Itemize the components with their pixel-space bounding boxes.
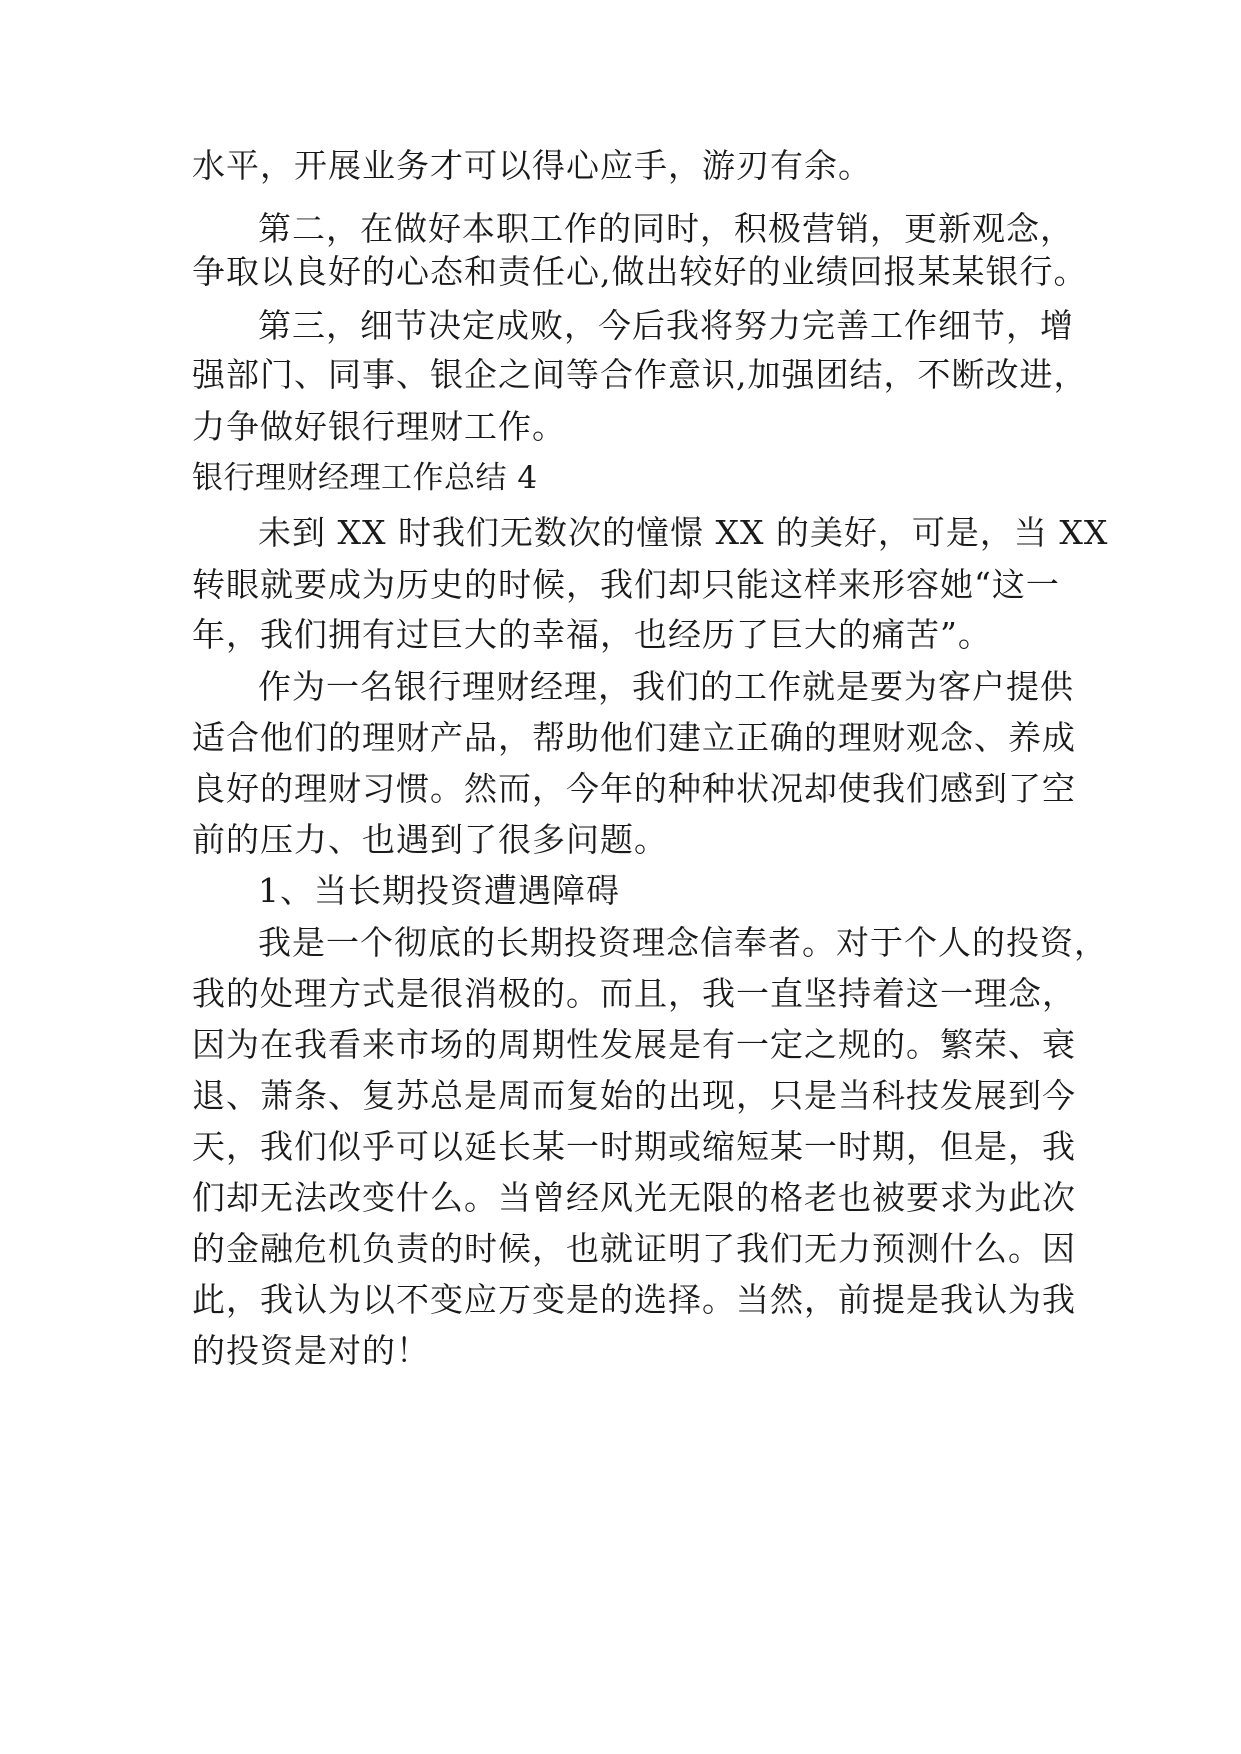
paragraph-line: 们却无法改变什么。当曾经风光无限的格老也被要求为此次 [192,1178,1076,1217]
paragraph-line: 适合他们的理财产品，帮助他们建立正确的理财观念、养成 [192,718,1076,757]
paragraph-line: 第二，在做好本职工作的同时，积极营销，更新观念， [258,209,1074,248]
paragraph-line: 此，我认为以不变应万变是的选择。当然，前提是我认为我 [192,1280,1076,1319]
paragraph-line: 水平，开展业务才可以得心应手，游刃有余。 [192,146,872,185]
paragraph-line: 前的压力、也遇到了很多问题。 [192,820,668,859]
paragraph-line: 我是一个彻底的长期投资理念信奉者。对于个人的投资， [258,923,1108,962]
paragraph-line: 我的处理方式是很消极的。而且，我一直坚持着这一理念， [192,974,1076,1013]
paragraph-line: 因为在我看来市场的周期性发展是有一定之规的。繁荣、衰 [192,1025,1076,1064]
paragraph-line: 力争做好银行理财工作。 [192,407,566,446]
paragraph-line: 第三，细节决定成败，今后我将努力完善工作细节，增 [258,306,1074,345]
paragraph-line: 争取以良好的心态和责任心,做出较好的业绩回报某某银行。 [192,252,1088,291]
paragraph-line: 退、萧条、复苏总是周而复始的出现，只是当科技发展到今 [192,1076,1076,1115]
list-item-heading: 1、当长期投资遭遇障碍 [258,871,620,910]
paragraph-line: 的金融危机负责的时候，也就证明了我们无力预测什么。因 [192,1229,1076,1268]
paragraph-line: 的投资是对的！ [192,1331,430,1370]
paragraph-line: 良好的理财习惯。然而，今年的种种状况却使我们感到了空 [192,769,1076,808]
paragraph-line: 未到 XX 时我们无数次的憧憬 XX 的美好，可是，当 XX [258,513,1109,552]
paragraph-line: 年，我们拥有过巨大的幸福，也经历了巨大的痛苦”。 [192,615,992,654]
paragraph-line: 转眼就要成为历史的时候，我们却只能这样来形容她“这一 [192,565,1060,604]
paragraph-line: 作为一名银行理财经理，我们的工作就是要为客户提供 [258,667,1074,706]
paragraph-line: 天，我们似乎可以延长某一时期或缩短某一时期，但是，我 [192,1127,1076,1166]
section-heading: 银行理财经理工作总结 4 [192,460,538,496]
paragraph-line: 强部门、同事、银企之间等合作意识,加强团结，不断改进， [192,355,1088,394]
